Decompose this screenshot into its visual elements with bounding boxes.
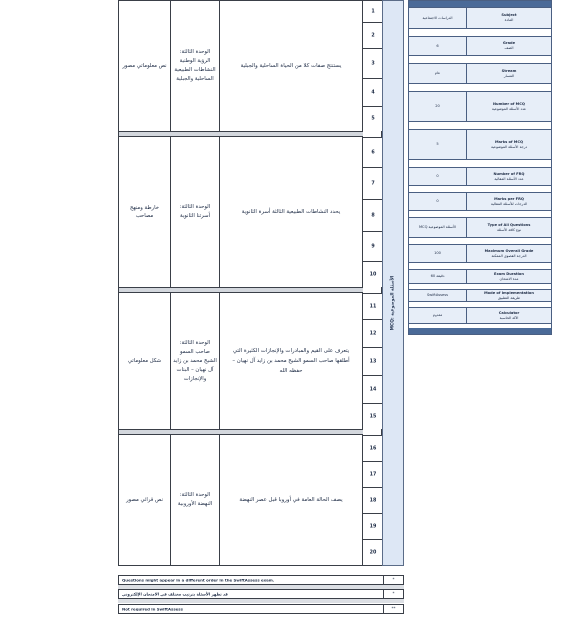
question-number: 16 — [363, 435, 383, 461]
spec-row-calculator — [409, 307, 551, 323]
question-number: 13 — [363, 347, 383, 375]
table-section — [119, 293, 363, 429]
spec-row-grade — [409, 36, 551, 55]
strip-label: MCQ: الأسئلة الموضوعية — [390, 275, 396, 331]
spec-label: Mode of Implementation طريقة التطبيق — [484, 290, 534, 300]
question-type-strip — [382, 0, 404, 566]
spec-value: SwiftAssess — [409, 290, 467, 301]
spec-value: معدوم — [409, 308, 467, 323]
spec-value: 60 دقيقة — [409, 270, 467, 283]
spec-row-subject — [409, 7, 551, 28]
spec-label: Calculator الآلة الحاسبة — [498, 310, 520, 320]
outcomes-table — [118, 0, 382, 566]
spec-label: Stream المسار — [501, 68, 517, 78]
footer-marker: ** — [383, 605, 403, 613]
spec-value: 6 — [409, 37, 467, 55]
spec-row-mcq-marks — [409, 129, 551, 159]
question-number: 18 — [363, 487, 383, 513]
footer-text: Not required in SwiftAssess — [122, 606, 183, 612]
question-number: 8 — [363, 199, 383, 231]
table-section — [119, 435, 363, 565]
lesson-cell: خارطة ومنهج مصاحب — [119, 137, 171, 287]
lesson-cell: شكل معلوماتي — [119, 293, 171, 429]
spec-value: 100 — [409, 245, 467, 262]
spec-gap — [409, 55, 551, 63]
question-number: 12 — [363, 319, 383, 347]
question-number: 6 — [363, 137, 383, 167]
spec-gap — [409, 185, 551, 192]
footer-note — [118, 604, 404, 614]
spec-label: Grade الصف — [502, 41, 516, 50]
question-number: 9 — [363, 231, 383, 261]
question-number: 17 — [363, 461, 383, 487]
spec-label: Number of MCQ عدد الأسئلة الموضوعية — [491, 101, 527, 111]
spec-label: Exam Duration مدة الامتحان — [494, 271, 524, 281]
blueprint-sheet — [118, 0, 410, 620]
spec-gap — [409, 210, 551, 217]
question-number: 14 — [363, 375, 383, 403]
footer-marker: * — [383, 590, 403, 598]
outcome-cell: يحدد النشاطات الطبيعية الثالثة أسرة الثانوية — [220, 137, 363, 287]
spec-row-duration — [409, 269, 551, 283]
footer-gap — [118, 599, 404, 603]
lesson-cell: نص معلوماتي مصور — [119, 1, 171, 131]
question-number: 10 — [363, 261, 383, 287]
footer-note — [118, 589, 404, 599]
outcome-cell: يتعرف على القيم والمبادرات والإنجازات الكثيرة التي أطلقها صاحب السمو الشيخ محمد بن زايد آل نهيان – حفظه الله — [220, 293, 363, 429]
spec-label: Subject المادة — [501, 13, 517, 22]
question-number: 4 — [363, 78, 383, 106]
outcome-cell: يستنتج صفات كلا من الحياة الساحلية والجبلية — [220, 1, 363, 131]
lesson-cell: نص قرائي مصور — [119, 435, 171, 565]
question-number: 15 — [363, 403, 383, 429]
unit-cell: الوحدة الثالثة: صاحب السمو الشيخ محمد بن زايد آل نهيان – البنات والإنجازات — [171, 293, 220, 429]
spec-gap — [409, 237, 551, 244]
footer-note — [118, 575, 404, 585]
spec-value: 0 — [409, 193, 467, 210]
spec-label: Maximum Overall Grade الدرجة القصوى الممكنة — [484, 248, 534, 258]
spec-gap — [409, 121, 551, 129]
unit-cell: الوحدة الثالثة: النهضة الأوروبية — [171, 435, 220, 565]
exam-spec-panel — [408, 0, 552, 335]
unit-cell: الوحدة الثالثة: أسرتنا الثانوية — [171, 137, 220, 287]
question-number: 19 — [363, 513, 383, 539]
panel-footer-bar — [409, 328, 551, 334]
question-number: 7 — [363, 167, 383, 199]
spec-row-stream — [409, 63, 551, 83]
spec-gap — [409, 159, 551, 167]
question-number: 11 — [363, 293, 383, 319]
spec-value: الدراسات الاجتماعية — [409, 8, 467, 28]
spec-gap — [409, 262, 551, 269]
spec-row-frq-marks — [409, 192, 551, 210]
question-number: 1 — [363, 0, 383, 22]
spec-row-question-type — [409, 217, 551, 237]
unit-cell: الوحدة الثالثة: الرؤية الوطنية النشاطات الطبيعية الساحلية والجبلية — [171, 1, 220, 131]
table-section — [119, 1, 363, 131]
outcome-cell: يصف الحالة العامة في أوروبا قبل عصر النهضة — [220, 435, 363, 565]
spec-gap — [409, 83, 551, 91]
spec-value: 20 — [409, 92, 467, 121]
spec-value: 0 — [409, 168, 467, 185]
footer-text: قد تظهر الأسئلة بترتيب مختلف في الامتحان الإلكتروني — [122, 591, 228, 597]
footer-text: Questions might appear in a different order in the SwiftAssess exam. — [122, 577, 275, 583]
spec-label: Marks of MCQ درجة الأسئلة الموضوعية — [490, 139, 528, 149]
question-number: 3 — [363, 48, 383, 78]
spec-label: Type of All Questions نوع كافة الأسئلة — [487, 222, 531, 232]
question-number: 5 — [363, 106, 383, 131]
table-section — [119, 137, 363, 287]
spec-value: MCQ الأسئلة الموضوعية — [409, 218, 467, 237]
spec-value: 5 — [409, 130, 467, 159]
spec-row-mode — [409, 289, 551, 301]
spec-value: عام — [409, 64, 467, 83]
spec-label: Number of FRQ عدد الأسئلة المقالية — [493, 171, 525, 181]
spec-gap — [409, 28, 551, 36]
spec-label: Marks per FRQ الدرجات للأسئلة المقالية — [490, 196, 528, 206]
spec-row-frq-count — [409, 167, 551, 185]
question-number: 20 — [363, 539, 383, 565]
spec-row-max-grade — [409, 244, 551, 262]
footer-marker: * — [383, 576, 403, 584]
spec-row-mcq-count — [409, 91, 551, 121]
question-number: 2 — [363, 22, 383, 48]
